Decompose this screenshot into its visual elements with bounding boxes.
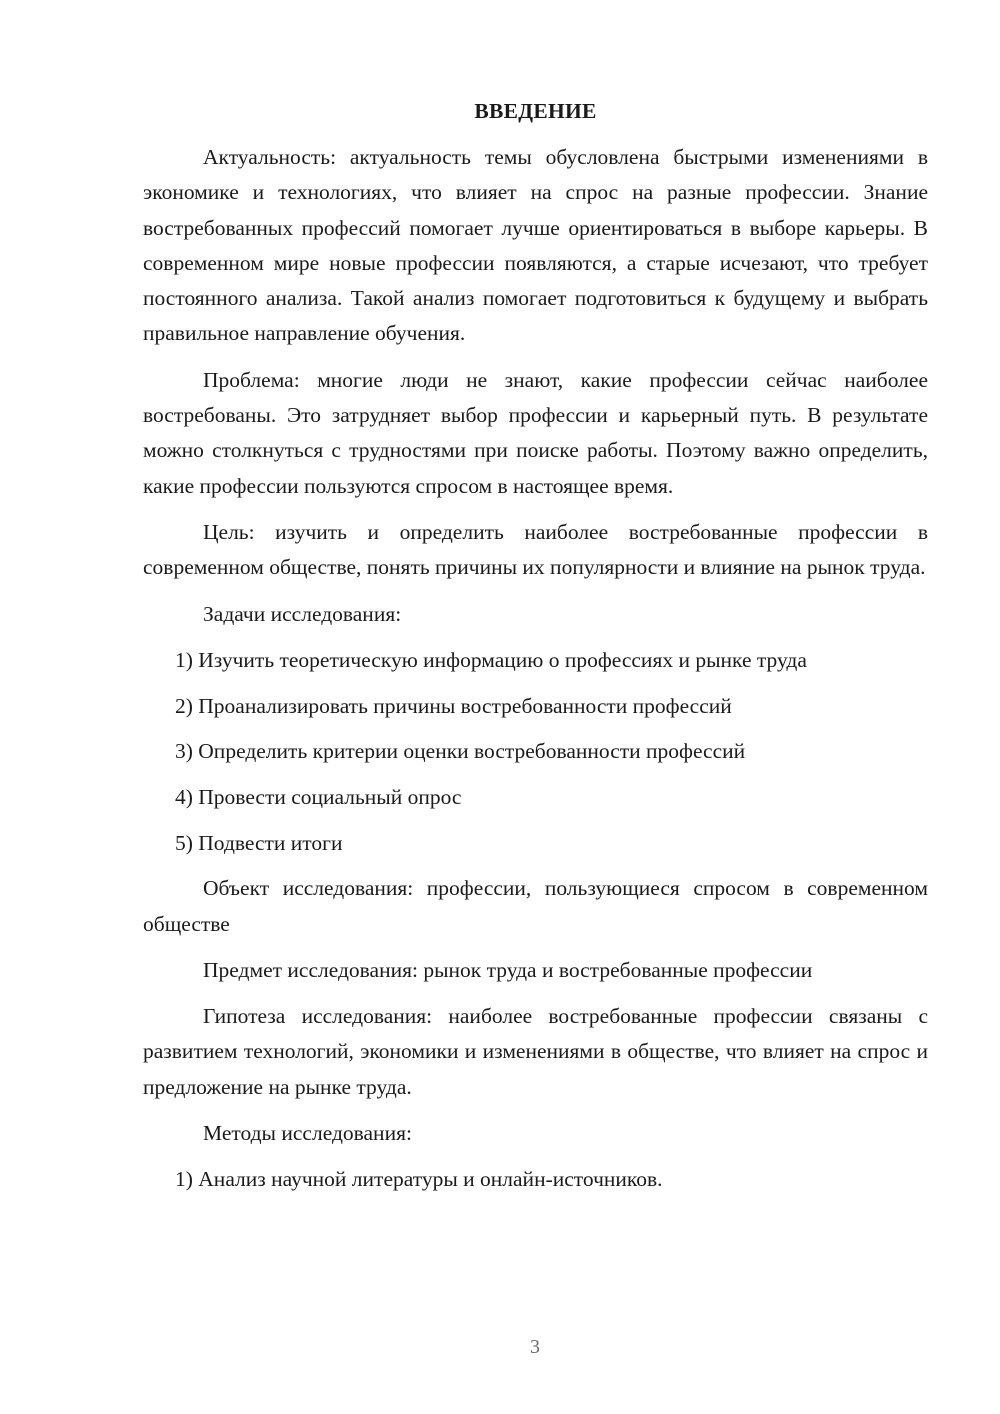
document-page	[143, 94, 928, 1208]
tasks-list	[143, 643, 928, 861]
list-item: 2) Проанализировать причины востребованности профессий	[175, 693, 732, 718]
paragraph-goal: Цель: изучить и определить наиболее востребованные профессии в современном обществе, понять причины их популярности и влияние на рынок труда.	[143, 519, 928, 580]
section-title: ВВЕДЕНИЕ	[474, 99, 597, 123]
page-number: 3	[530, 1336, 540, 1358]
list-item: 5) Подвести итоги	[175, 830, 343, 855]
paragraph-problem: Проблема: многие люди не знают, какие профессии сейчас наиболее востребованы. Это затрудняет выбор профессии и карьерный путь. В результате можно столкнуться с трудностями при поиске работы. Поэтому важно определить, какие профессии пользуются спросом в настоящее время.	[143, 367, 928, 498]
methods-list	[143, 1162, 928, 1197]
paragraph-relevance: Актуальность: актуальность темы обусловлена быстрыми изменениями в экономике и технологиях, что влияет на спрос на разные профессии. Знание востребованных профессий помогает лучше ориентироваться в выборе карьеры. В современном мире новые профессии появляются, а старые исчезают, что требует постоянного анализа. Такой анализ помогает подготовиться к будущему и выбрать правильное направление обучения.	[143, 145, 928, 346]
methods-heading: Методы исследования:	[203, 1121, 412, 1146]
paragraph-hypothesis: Гипотеза исследования: наиболее востребованные профессии связаны с развитием технологий, экономики и изменениями в обществе, что влияет на спрос и предложение на рынке труда.	[143, 1004, 928, 1099]
list-item: 1) Изучить теоретическую информацию о профессиях и рынке труда	[175, 647, 807, 672]
list-item: 4) Провести социальный опрос	[175, 784, 462, 809]
list-item: 1) Анализ научной литературы и онлайн-источников.	[175, 1167, 663, 1192]
paragraph-object: Объект исследования: профессии, пользующиеся спросом в современном обществе	[143, 876, 928, 936]
list-item: 3) Определить критерии оценки востребованности профессий	[175, 739, 746, 764]
tasks-heading: Задачи исследования:	[203, 601, 402, 626]
paragraph-subject: Предмет исследования: рынок труда и востребованные профессии	[203, 957, 813, 982]
